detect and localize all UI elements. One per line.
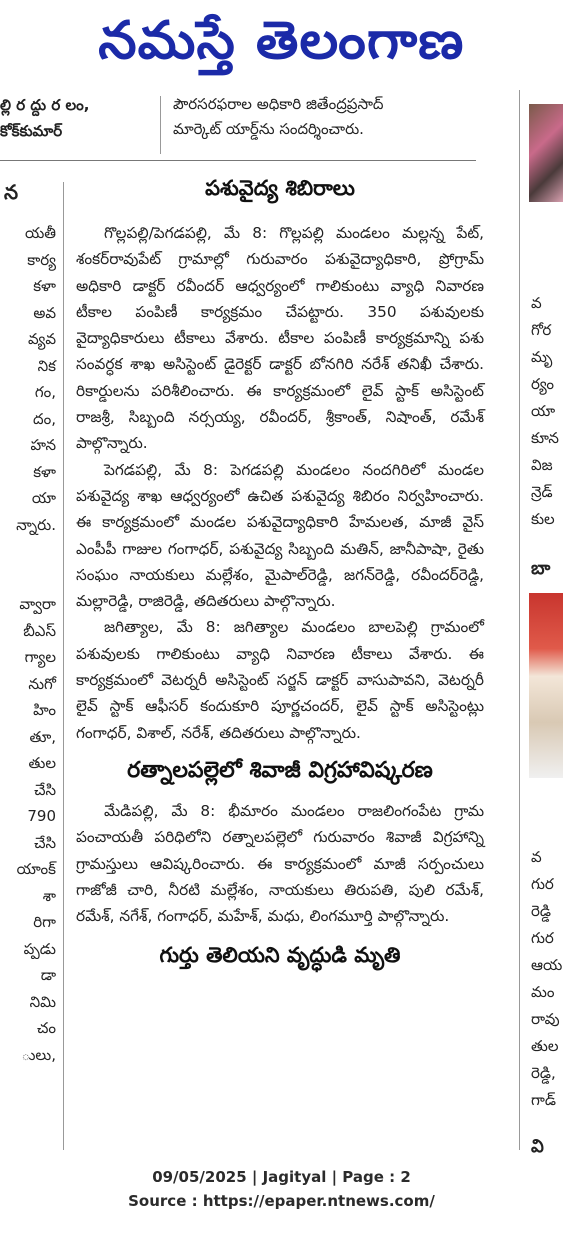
right-column-fragment <box>529 88 563 1153</box>
text-fragment: రెడ్డి, <box>531 1064 556 1082</box>
text-fragment: కూన <box>531 429 559 447</box>
text-fragment <box>0 565 60 592</box>
text-fragment: వ్యవ <box>27 330 56 348</box>
text-line: పౌరసరఫరాల అధికారి జితేంద్రప్రసాద్ <box>173 95 384 113</box>
text-fragment: చేసి <box>34 780 56 799</box>
left-column-fragment <box>0 88 60 1153</box>
text-fragment: రిగా <box>33 913 56 931</box>
prev-article-tail-right <box>173 92 513 142</box>
text-fragment: నుగో <box>28 674 56 693</box>
text-fragment: 790 <box>27 807 56 825</box>
text-fragment: నిక <box>37 356 56 375</box>
article-paragraph: మేడిపల్లి, మే 8: భీమారం మండలం రాజలింగంపేట గ్రామ పంచాయతీ పరిధిలోని రత్నాలపల్లెలో గురువారం శివాజీ విగ్రహాన్ని గ్రామస్తులు ఆవిష్కరించారు. ఈ కార్యక్రమంలో మాజీ సర్పంచులు గాజోజీ చారి, నీరటి మల్లేశం, నాయకులు తిరుపతి, పులి రమేశ్, రమేశ్, నగేశ్, గంగాధర్, మహేశ్, మధు, లింగమూర్తి పాల్గొన్నారు. <box>76 801 484 926</box>
edition-info: 09/05/2025 | Jagityal | Page : 2 <box>152 1168 411 1186</box>
text-line: కోక్‌కుమార్ <box>0 122 63 140</box>
text-fragment: మం <box>531 983 555 1001</box>
text-fragment: కళా <box>33 462 56 481</box>
text-fragment: కార్య <box>27 250 56 269</box>
article-headline: రత్నాలపల్లెలో శివాజీ విగ్రహావిష్కరణ <box>127 757 433 783</box>
newspaper-logo: నమస్తే తెలంగాణ <box>98 10 465 71</box>
masthead <box>0 0 563 88</box>
article-headline: గుర్తు తెలియని వృద్ధుడి మృతి <box>159 943 401 968</box>
text-fragment: తుల <box>28 754 56 772</box>
text-fragment: శా <box>42 886 56 905</box>
text-fragment: మృ <box>531 348 553 366</box>
text-fragment: వ్వారా <box>19 595 56 613</box>
text-fragment: గ్యాల <box>24 648 56 666</box>
source-link[interactable]: Source : https://epaper.ntnews.com/ <box>128 1192 435 1210</box>
text-fragment: యాంక్ <box>16 860 56 878</box>
text-fragment: ర్యం <box>531 375 555 393</box>
page-footer <box>0 1165 563 1213</box>
article-paragraph: పెగడపల్లి, మే 8: పెగడపల్లి మండలం నందగిరిలో మండల పశువైద్య శాఖ ఆధ్వర్యంలో ఉచిత పశువైద్య శిబిరం నిర్వహించారు. ఈ కార్యక్రమంలో మండల పశువైద్యాధికారి హేమలత, మాజీ వైస్ ఎంపీపీ గాజుల గంగాధర్, పశువైద్య సిబ్బంది మతిన్, జానీపాషా, రైతు సంఘం నాయకులు మల్లేశం, మైపాల్‌రెడ్డి, జగన్‌రెడ్డి, రవీందర్‌రెడ్డి, మల్లారెడ్డి, రాజిరెడ్డి, తదితరులు పాల్గొన్నారు. <box>76 460 484 611</box>
text-fragment: గోర <box>531 321 552 339</box>
text-fragment: న్రెడ్ <box>531 483 553 501</box>
text-fragment: విజ <box>531 456 553 474</box>
text-fragment: హిం <box>33 701 56 719</box>
text-fragment: హన <box>30 436 56 454</box>
text-fragment <box>0 538 60 565</box>
text-fragment: అవ <box>33 303 56 322</box>
text-fragment: గం, <box>34 383 56 401</box>
right-column-heading: బా <box>531 558 551 579</box>
text-fragment: చేసి <box>34 833 56 852</box>
left-column-heading: న <box>4 180 19 204</box>
text-line: మార్కెట్ యార్డ్‌ను సందర్శించారు. <box>173 120 364 138</box>
text-fragment: బీఎస్ <box>23 621 56 640</box>
text-fragment: న్నారు. <box>16 515 56 534</box>
horizontal-rule <box>0 160 476 161</box>
text-fragment: యా <box>531 402 556 420</box>
text-fragment: ప్పడు <box>23 939 56 958</box>
text-fragment: దం, <box>33 409 56 428</box>
left-column-text <box>0 220 60 1068</box>
text-fragment: గుర <box>531 875 554 893</box>
column-divider <box>519 90 520 1150</box>
column-divider <box>160 96 161 154</box>
text-fragment: కుల <box>531 510 555 528</box>
article-headline: పశువైద్య శిబిరాలు <box>205 176 355 200</box>
text-fragment: వ <box>531 294 542 312</box>
text-fragment: వ <box>531 848 542 866</box>
column-divider <box>63 182 64 1150</box>
text-fragment: యతీ <box>24 224 56 242</box>
text-fragment: చం <box>36 1019 56 1037</box>
text-fragment: గుర <box>531 929 554 947</box>
text-fragment: రావు <box>531 1010 560 1028</box>
right-column-heading: వి <box>531 1136 544 1153</box>
text-fragment: గాడ్ <box>531 1091 556 1109</box>
text-line: ల్లి ర ద్దు ర లం, <box>0 96 90 114</box>
article-paragraph: జగిత్యాల, మే 8: జగిత్యాల మండలం బాలపెల్లి గ్రామంలో పశువులకు గాలికుంటు వ్యాధి నివారణ టీకాలు వేశారు. ఈ కార్యక్రమంలో వెటర్నరీ అసిస్టెంట్ సర్జన్ డాక్టర్ వాసుపావని, వెటర్నరీ లైవ్ స్టాక్ ఆఫీసర్ కందుకూరి పూర్ణచందర్, లైవ్ స్టాక్ అసిస్టెంట్లు గంగాధర్, విశాల్, నరేశ్, తదితరులు పాల్గొన్నారు. <box>76 618 484 742</box>
text-fragment: తూ, <box>29 727 56 746</box>
news-photo <box>529 593 563 778</box>
text-fragment: యా <box>31 489 56 507</box>
text-fragment: రెడ్డి <box>531 902 551 920</box>
news-photo <box>529 104 563 202</box>
text-fragment: డా <box>40 966 56 984</box>
text-fragment: నిమి <box>29 992 56 1011</box>
main-column <box>76 170 484 973</box>
text-fragment: కళా <box>33 277 56 295</box>
article-paragraph: గొల్లపల్లి/పెగడపల్లి, మే 8: గొల్లపల్లి మండలం మల్లన్న పేట్, శంకర్‌రావుపేట్ గ్రామాల్లో గురువారం పశువైద్యాధికారి, ప్రోగ్రామ్ అధికారి డాక్టర్ రవీందర్ ఆధ్వర్యంలో గాలికుంటు వ్యాధి నివారణ టీకాల పంపిణీ కార్యక్రమం చేపట్టారు. 350 పశువులకు వైద్యాధికారులు టీకాలు వేశారు. టీకాల పంపిణీ కార్యక్రమాన్ని పశు సంవర్ధక శాఖ అసిస్టెంట్ డైరెక్టర్ డాక్టర్ బోనగిరి నరేశ్ తనిఖీ చేశారు. రికార్డులను పరిశీలించారు. ఈ కార్యక్రమంలో లైవ్ స్టాక్ అసిస్టెంట్ రాజశ్రీ, సిబ్బంది నర్సయ్య, రవీందర్, శ్రీకాంత్, నిషాంత్, రమేశ్ పాల్గొన్నారు. <box>76 224 484 453</box>
text-fragment: తుల <box>531 1037 559 1055</box>
text-fragment: ులు, <box>21 1045 56 1064</box>
text-fragment: ఆయ <box>531 956 563 974</box>
